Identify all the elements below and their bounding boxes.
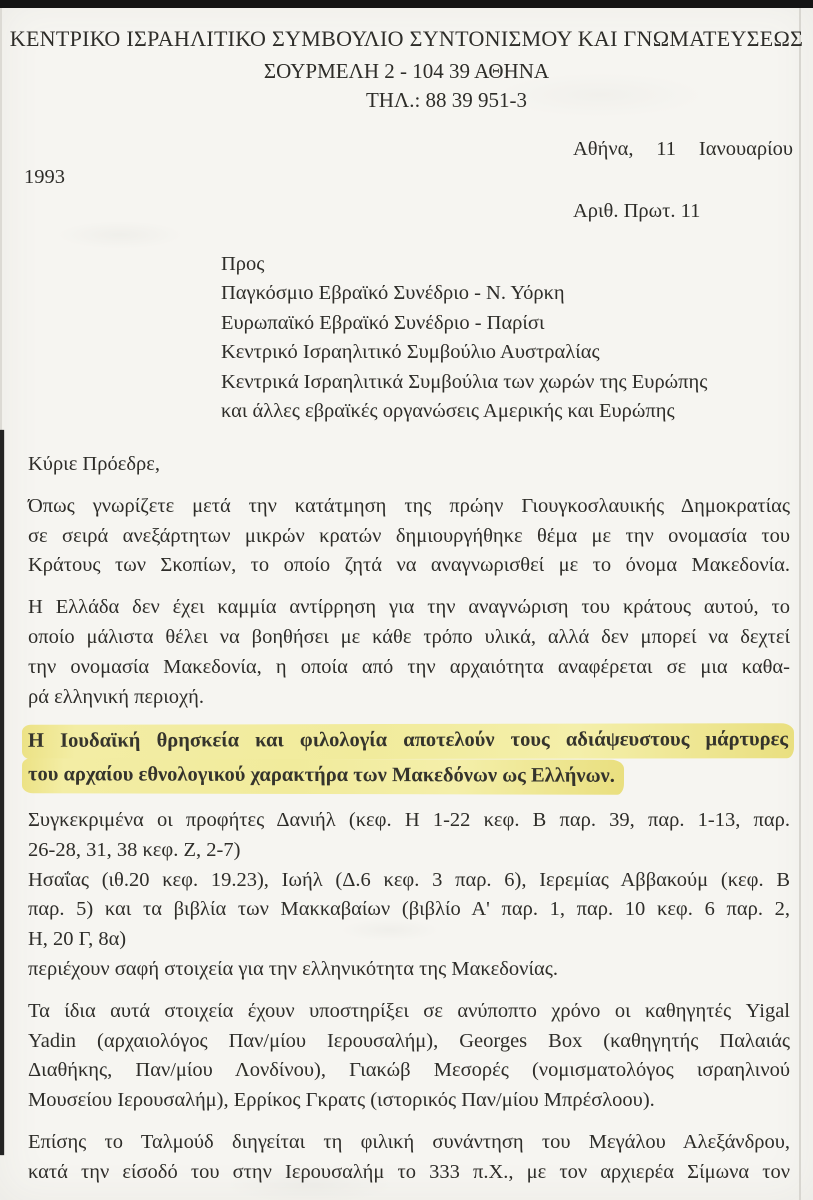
protocol-number: Αριθ. Πρωτ. 11 xyxy=(573,200,701,222)
text-line xyxy=(28,724,790,759)
letter-body-block xyxy=(28,450,790,1188)
organization-phone: ΤΗΛ.: 88 39 951-3 xyxy=(365,88,528,112)
letterhead xyxy=(0,24,813,114)
text-line: Μουσείου Ιερουσαλήμ), Ερρίκος Γκρατς (ιστορικός Παν/μίου Μπρέσλοου). xyxy=(28,1089,655,1112)
recipient-line: Ευρωπαϊκό Εβραϊκό Συνέδριο - Παρίσι xyxy=(221,311,545,334)
highlight-marker: του αρχαίου εθνολογικού χαρακτήρα των Μακεδόνων ως Ελλήνων. xyxy=(22,758,624,794)
text-line: Συγκεκριμένα οι προφήτες Δανιήλ (κεφ. Η 1-22 κεφ. Β παρ. 39, παρ. 1-13, παρ. xyxy=(28,808,790,831)
text-line: οποίο μάλιστα θέλει να βοηθήσει με κάθε τρόπο υλικά, αλλά δεν μπορεί να δεχτεί xyxy=(28,625,790,648)
text-line: παρ. 5) και τα βιβλία των Μακκαβαίων (βιβλίο Α' παρ. 1, παρ. 10 κεφ. 6 παρ. 2, xyxy=(28,898,790,921)
text-line: Yadin (αρχαιολόγος Παν/μίου Ιερουσαλήμ), Georges Box (καθηγητής Παλαιάς xyxy=(28,1029,790,1052)
recipients-list xyxy=(221,279,707,426)
recipient-line: και άλλες εβραϊκές οργανώσεις Αμερικής και Ευρώπης xyxy=(221,400,675,423)
scan-right-edge-line xyxy=(799,8,801,1200)
paragraph xyxy=(28,593,790,712)
text-line: Τα ίδια αυτά στοιχεία έχουν υποστηρίξει σε ανύποπτο χρόνο οι καθηγητές Yigal xyxy=(28,999,790,1022)
recipient-line: Κεντρικό Ισραηλιτικό Συμβούλιο Αυστραλίας xyxy=(221,341,600,364)
salutation: Κύριε Πρόεδρε, xyxy=(28,453,160,475)
text-line: Η Ελλάδα δεν έχει καμμία αντίρρηση για την αναγνώριση του κράτους αυτού, το xyxy=(28,596,790,619)
text-line: Η, 20 Γ, 8α) xyxy=(28,928,127,951)
letter-paragraphs xyxy=(28,492,790,1188)
scan-top-bar xyxy=(0,0,813,8)
scan-left-fold-line xyxy=(0,430,4,1155)
text-line: την ονομασία Μακεδονία, η οποία από την αρχαιότητα αναφέρεται σε μια καθα- xyxy=(28,655,790,678)
paragraph xyxy=(28,806,790,985)
recipient-line: Κεντρικά Ισραηλιτικά Συμβούλια των χωρών της Ευρώπης xyxy=(221,370,708,393)
text-line: 26-28, 31, 38 κεφ. Ζ, 2-7) xyxy=(28,838,241,861)
place-date: Αθήνα, 11 Ιανουαρίου xyxy=(573,138,793,160)
paragraph xyxy=(28,492,790,581)
text-line: Κράτους των Σκοπίων, το οποίο ζητά να αναγνωρισθεί με το όνομα Μακεδονία. xyxy=(28,554,790,577)
recipients-block xyxy=(221,250,707,426)
text-line: ρά ελληνική περιοχή. xyxy=(28,685,204,708)
text-line xyxy=(28,759,790,794)
text-line: Επίσης το Ταλμούδ διηγείται τη φιλική συνάντηση του Μεγάλου Αλεξάνδρου, xyxy=(28,1130,790,1153)
date-year-wrapped: 1993 xyxy=(24,166,65,188)
text-line: Ησαΐας (ιθ.20 κεφ. 19.23), Ιωήλ (Δ.6 κεφ. 3 παρ. 6), Ιερεμίας Αββακούμ (κεφ. Β xyxy=(28,868,790,891)
paragraph xyxy=(28,1128,790,1188)
highlighted-paragraph xyxy=(28,724,790,794)
recipient-line: Παγκόσμιο Εβραϊκό Συνέδριο - Ν. Υόρκη xyxy=(221,282,565,305)
text-line: Όπως γνωρίζετε μετά την κατάτμηση της πρώην Γιουγκοσλαυικής Δημοκρατίας xyxy=(28,494,790,517)
text-line: κατά την είσοδό του στην Ιερουσαλήμ το 333 π.Χ., με τον αρχιερέα Σίμωνα τον xyxy=(28,1160,790,1183)
text-line: περιέχουν σαφή στοιχεία για την ελληνικότητα της Μακεδονίας. xyxy=(28,957,558,980)
organization-name: ΚΕΝΤΡΙΚΟ ΙΣΡΑΗΛΙΤΙΚΟ ΣΥΜΒΟΥΛΙΟ ΣΥΝΤΟΝΙΣΜΟΥ ΚΑΙ ΓΝΩΜΑΤΕΥΣΕΩΣ xyxy=(9,26,804,51)
organization-address: ΣΟΥΡΜΕΛΗ 2 - 104 39 ΑΘΗΝΑ xyxy=(263,59,550,83)
text-line: σε σειρά ανεξάρτητων μικρών κρατών δημιουργήθηκε θέμα με την ονομασία του xyxy=(28,524,790,547)
recipients-label: Προς xyxy=(221,253,265,275)
date-block xyxy=(573,136,793,224)
text-line: Διαθήκης, Παν/μίου Λονδίνου), Γιακώβ Μεσορές (νομισματολόγος ισραηλινού xyxy=(28,1059,790,1082)
highlight-marker: Η Ιουδαϊκή θρησκεία και φιλολογία αποτελούν τους αδιάψευστους μάρτυρες xyxy=(22,724,794,760)
paragraph xyxy=(28,997,790,1116)
